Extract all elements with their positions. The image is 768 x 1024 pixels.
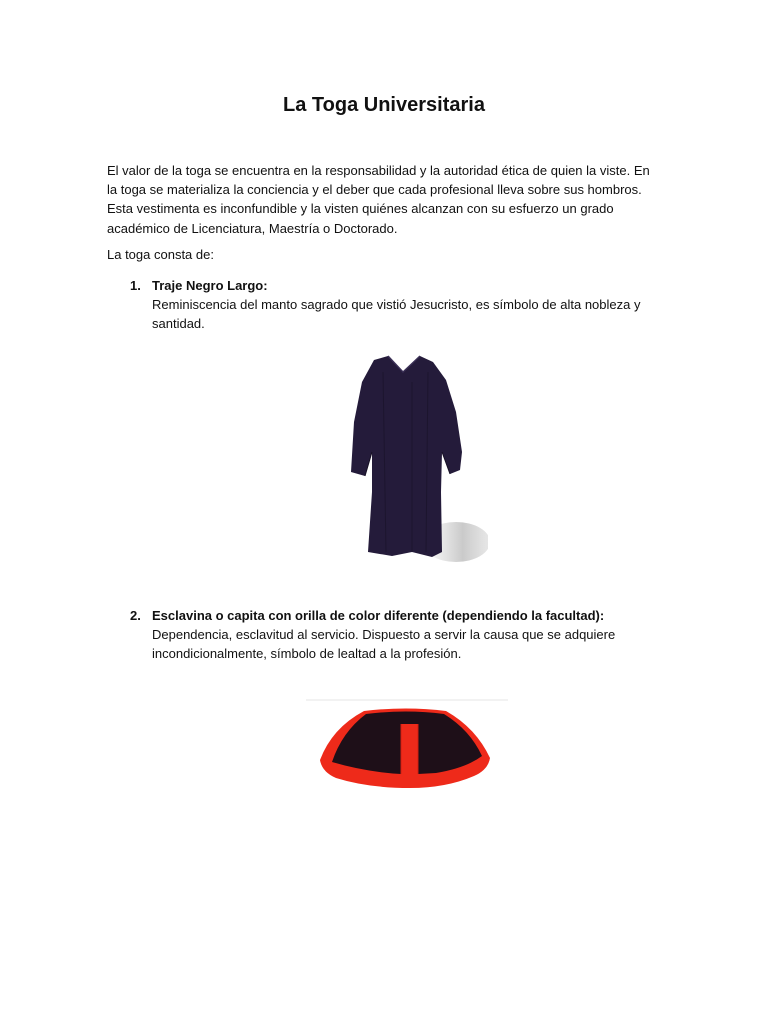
list-item-description: Dependencia, esclavitud al servicio. Dispuesto a servir la causa que se adquiere incondicionalmente, símbolo de lealtad a la profesión. — [152, 627, 616, 662]
intro-paragraph: El valor de la toga se encuentra en la responsabilidad y la autoridad ética de quien la viste. En la toga se materializa la conciencia y el deber que cada profesional lleva sobre sus hombros. Esta vestimenta es inconfundible y la visten quiénes alcanzan con su esfuerzo un grado académico de Licenciatura, Maestría o Doctorado. — [107, 163, 650, 236]
list-item-number: 1. — [130, 278, 141, 293]
list-item-heading: Esclavina o capita con orilla de color diferente (dependiendo la facultad): — [152, 608, 605, 623]
list-intro: La toga consta de: — [107, 247, 214, 262]
document-title: La Toga Universitaria — [283, 94, 485, 116]
list-item-esclavina — [130, 606, 650, 664]
list-item-description: Reminiscencia del manto sagrado que vistió Jesucristo, es símbolo de alta nobleza y santidad. — [152, 297, 641, 332]
list-item-traje — [130, 276, 650, 334]
gown-image — [328, 352, 488, 570]
list-item-heading: Traje Negro Largo: — [152, 278, 268, 293]
cape-image — [306, 698, 508, 798]
list-item-number: 2. — [130, 608, 141, 623]
